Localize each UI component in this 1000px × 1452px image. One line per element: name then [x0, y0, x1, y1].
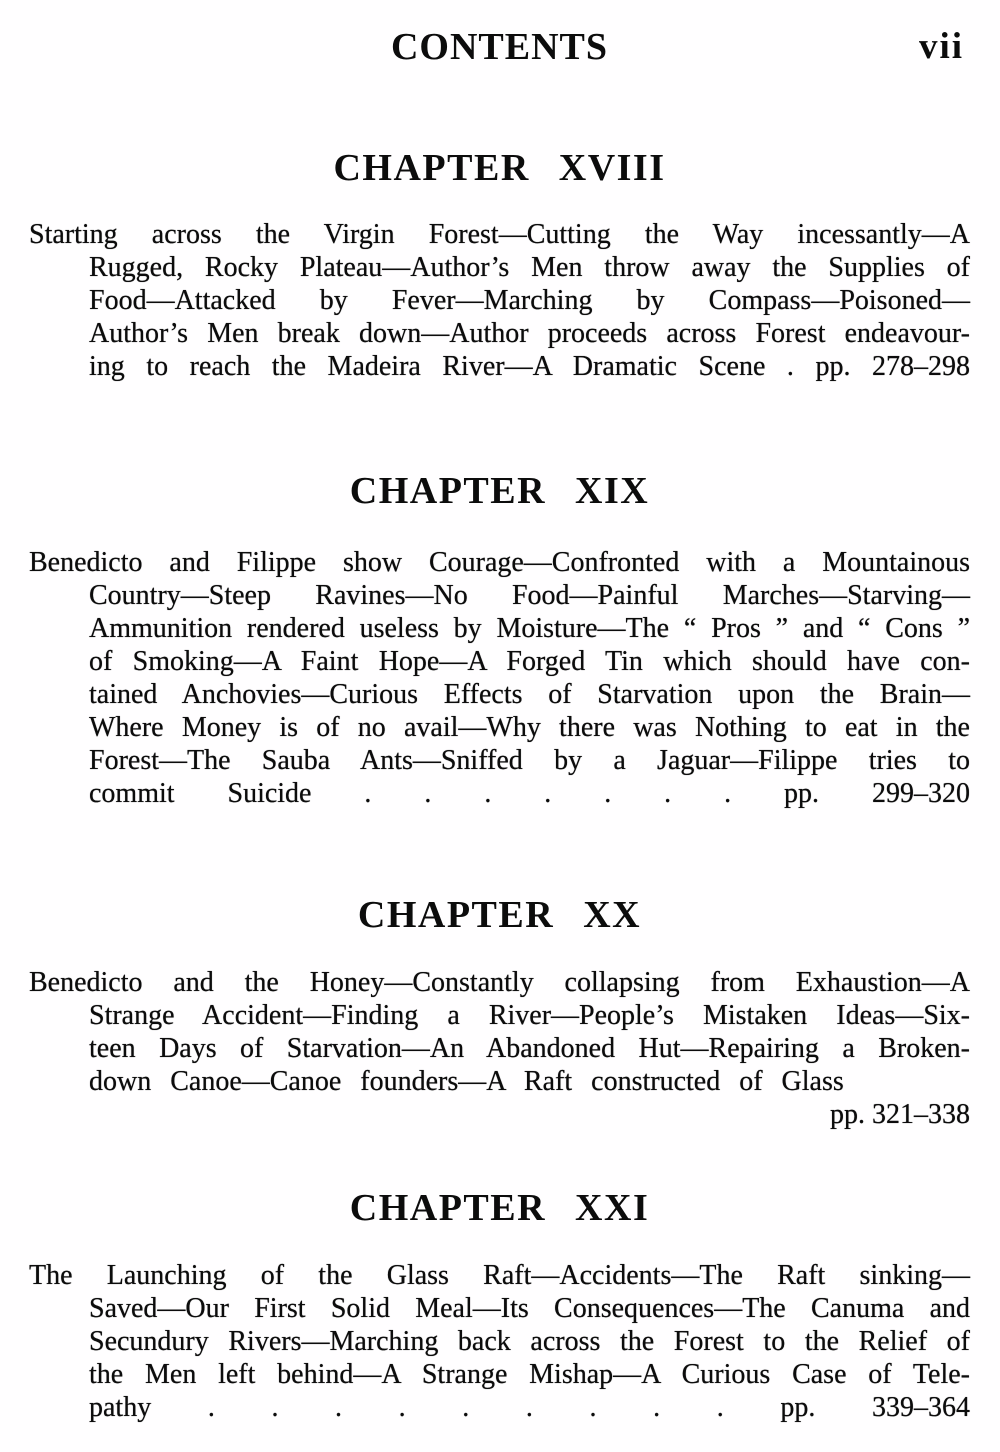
summary-line: Benedicto and the Honey—Constantly collapsing from Exhaustion—A: [29, 967, 970, 998]
summary-line: Food—Attacked by Fever—Marching by Compass—Poisoned—: [89, 285, 970, 316]
chapter-section-xx: [29, 893, 970, 1131]
chapter-heading: CHAPTER XIX: [349, 470, 650, 512]
summary-line: the Men left behind—A Strange Mishap—A Curious Case of Tele-: [89, 1359, 970, 1390]
chapter-summary: [29, 546, 970, 810]
summary-line: Secundury Rivers—Marching back across the Forest to the Relief of: [89, 1326, 970, 1357]
chapter-summary: [29, 1259, 970, 1424]
summary-line: teen Days of Starvation—An Abandoned Hut—Repairing a Broken-: [89, 1033, 970, 1064]
chapter-heading: CHAPTER XVIII: [333, 147, 666, 189]
page-title: CONTENTS: [390, 26, 609, 68]
chapter-summary: [29, 966, 970, 1131]
chapter-section-xix: [29, 469, 970, 810]
summary-line: down Canoe—Canoe founders—A Raft constructed of Glass: [89, 1066, 844, 1097]
summary-line: Starting across the Virgin Forest—Cutting the Way incessantly—A: [29, 219, 970, 250]
summary-line-pages: ing to reach the Madeira River—A Dramatic Scene . pp. 278–298: [89, 351, 970, 382]
summary-line-pages: pp. 321–338: [830, 1099, 970, 1130]
summary-line: of Smoking—A Faint Hope—A Forged Tin which should have con-: [89, 646, 970, 677]
chapter-heading: CHAPTER XX: [357, 894, 642, 936]
running-header: [29, 26, 970, 68]
summary-line: Author’s Men break down—Author proceeds across Forest endeavour-: [89, 318, 970, 349]
page-number: vii: [918, 26, 964, 67]
chapter-section-xviii: [29, 146, 970, 383]
summary-line: The Launching of the Glass Raft—Accidents—The Raft sinking—: [29, 1260, 970, 1291]
summary-line: tained Anchovies—Curious Effects of Starvation upon the Brain—: [89, 679, 970, 710]
chapter-section-xxi: [29, 1186, 970, 1424]
summary-line: Rugged, Rocky Plateau—Author’s Men throw away the Supplies of: [89, 252, 970, 283]
chapter-summary: [29, 218, 970, 383]
summary-line: Forest—The Sauba Ants—Sniffed by a Jaguar—Filippe tries to: [89, 745, 970, 776]
summary-line-pages: pathy . . . . . . . . . pp. 339–364: [89, 1392, 970, 1423]
summary-line: Strange Accident—Finding a River—People’s Mistaken Ideas—Six-: [89, 1000, 970, 1031]
summary-line: Benedicto and Filippe show Courage—Confronted with a Mountainous: [29, 547, 970, 578]
summary-line: Where Money is of no avail—Why there was Nothing to eat in the: [89, 712, 970, 743]
summary-line: Country—Steep Ravines—No Food—Painful Marches—Starving—: [89, 580, 970, 611]
summary-line: Ammunition rendered useless by Moisture—The “ Pros ” and “ Cons ”: [89, 613, 970, 644]
summary-line: Saved—Our First Solid Meal—Its Consequences—The Canuma and: [89, 1293, 970, 1324]
chapter-heading: CHAPTER XXI: [349, 1187, 650, 1229]
summary-line-pages: commit Suicide . . . . . . . pp. 299–320: [89, 778, 970, 809]
